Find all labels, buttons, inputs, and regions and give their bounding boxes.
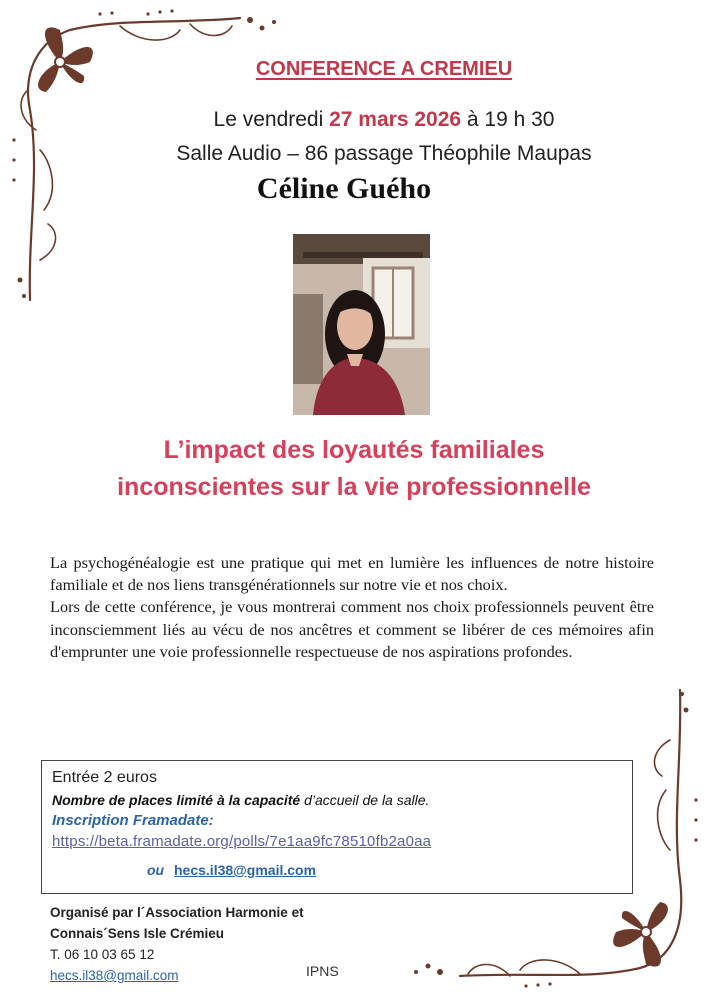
or-label: ou [147,862,165,878]
speaker-photo [293,234,430,415]
description-paragraph-1: La psychogénéalogie est une pratique qui met en lumière les influences de notre histoire familiale et de nos liens transgénérationnels sur notre vie et nos choix. [50,553,654,595]
topic-line-1: L’impact des loyautés familiales [163,436,545,464]
description [50,552,654,663]
event-venue: Salle Audio – 86 passage Théophile Maupas [176,142,592,165]
ipns-label: IPNS [306,963,339,979]
organizer-line-2: Connais´Sens Isle Crémieu [50,926,225,941]
organizer-line-1: Organisé par l´Association Harmonie et [50,905,304,920]
alt-contact [52,862,632,878]
organizer-phone: T. 06 10 03 65 12 [50,947,155,962]
info-box [41,760,633,894]
event-date: Le vendredi 27 mars 2026 à 19 h 30 [213,108,555,131]
speaker-name: Céline Guého [256,172,432,205]
places-notice: Nombre de places limité à la capacité d’accueil de la salle. [52,792,430,808]
contact-email-link[interactable]: hecs.il38@gmail.com [174,862,317,878]
entry-price: Entrée 2 euros [52,769,157,786]
conference-topic [0,432,708,506]
date-highlight: 27 mars 2026 [329,108,462,131]
framadate-link[interactable]: https://beta.framadate.org/polls/7e1aa9fc78510fb2a0aa [52,833,432,850]
description-paragraph-2: Lors de cette conférence, je vous montrerai comment nos choix professionnels peuvent être inconsciemment liés au vécu de nos ancêtres et comment se libérer de ces mémoires afin d'emprunter une voie professionnelle respectueuse de nos aspirations profondes. [50,597,654,661]
conference-title: CONFERENCE A CREMIEU [255,58,513,80]
topic-line-2: inconscientes sur la vie professionnelle [117,473,591,501]
inscription-label: Inscription Framadate: [52,812,214,829]
organizer-email-link[interactable]: hecs.il38@gmail.com [50,968,179,983]
